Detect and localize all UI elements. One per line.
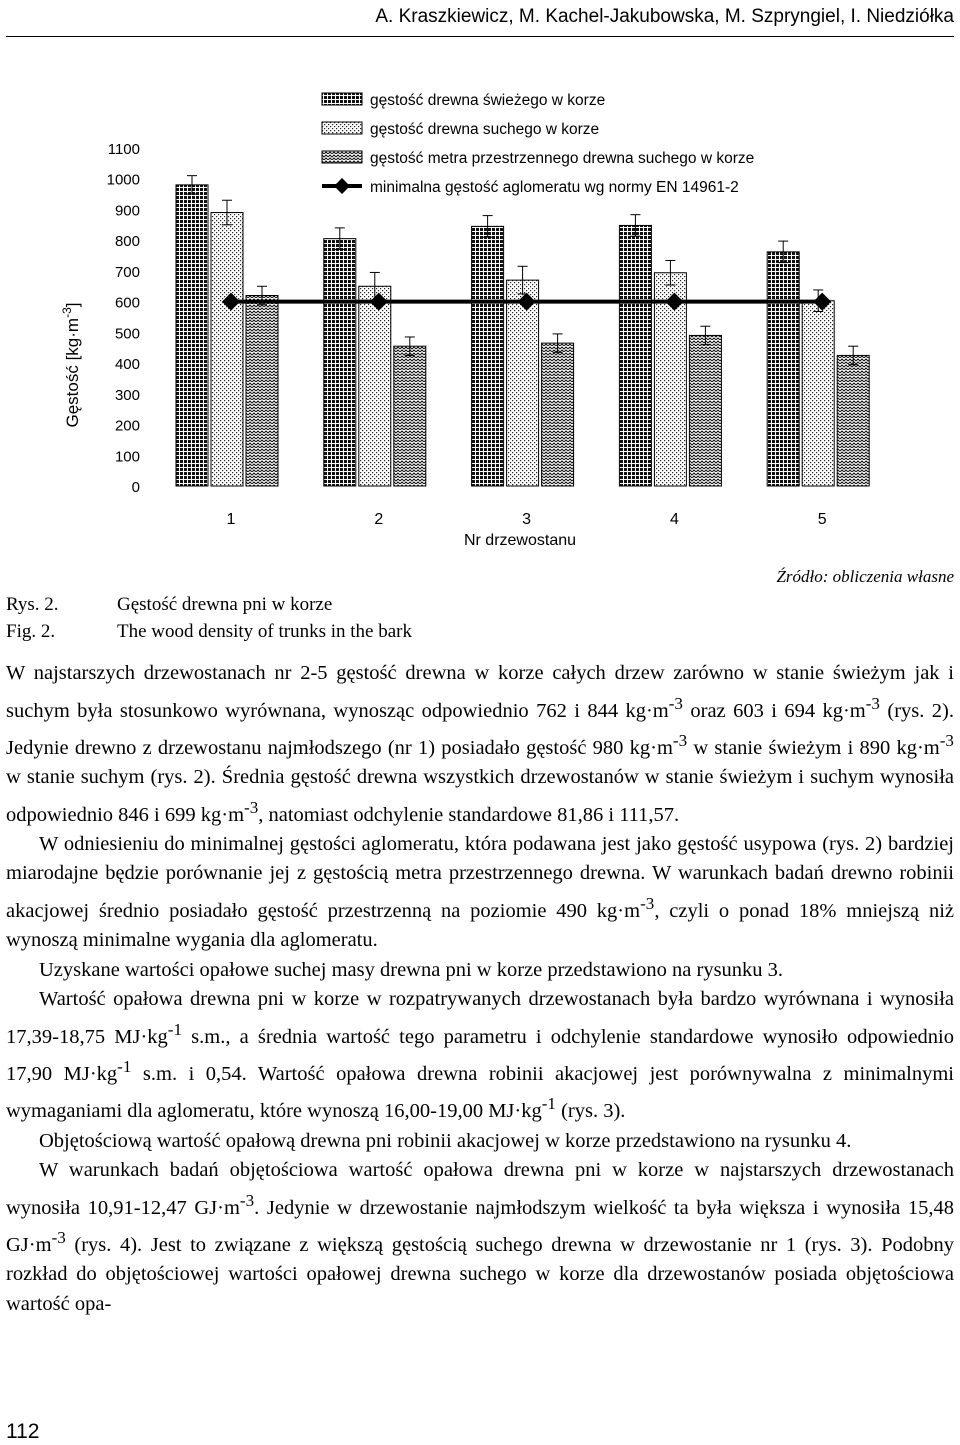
text-run: s.m., a średnia wartość tego parametru i odchylenie standardowe wynosiło odpowiednio 17,90 MJ·kg <box>6 1025 955 1085</box>
bar <box>689 335 721 486</box>
legend-diamond <box>334 178 350 194</box>
y-axis-label <box>60 303 82 428</box>
text-run: (rys. 2). Jedynie drewno z drzewostanu najmłodszego (nr 1) posiadało gęstość 980 kg·m <box>6 699 954 759</box>
text-run: , czyli o ponad 18% mniejszą niż wynoszą minimalne wygania dla aglomeratu. <box>6 899 954 952</box>
y-tick-label: 800 <box>114 233 140 251</box>
y-tick-label: 1000 <box>106 171 140 189</box>
legend-label: gęstość metra przestrzennego drewna suchego w korze <box>370 150 755 167</box>
header-rule <box>6 36 954 37</box>
paragraph-2 <box>6 830 954 956</box>
bar <box>507 280 539 486</box>
y-tick-label: 1100 <box>107 141 140 158</box>
y-tick-label: 100 <box>114 448 140 466</box>
superscript: -1 <box>167 1019 183 1039</box>
figure-source: Źródło: obliczenia własne <box>776 567 954 586</box>
bar <box>767 252 799 486</box>
y-tick-label: 200 <box>114 417 140 435</box>
bars <box>176 185 869 486</box>
bar <box>359 286 391 486</box>
bar <box>211 213 243 486</box>
text-run: W odniesieniu do minimalnej gęstości aglomeratu, która podawana jest jako gęstość usypowa (rys. 2) bardziej miarodajne będzie porównanie jej z gęstością metra przestrzennego drewna. W warunkach badań drewno robinii akacjowej średnio posiadało gęstość przestrzenną na poziomie 490 kg·m <box>6 832 954 922</box>
y-tick-label: 300 <box>114 386 140 404</box>
legend-swatch <box>322 93 362 105</box>
legend-label: gęstość drewna świeżego w korze <box>370 92 606 109</box>
y-tick-label: 700 <box>114 263 140 281</box>
bar <box>176 185 208 486</box>
legend-label: gęstość drewna suchego w korze <box>370 121 600 138</box>
superscript: -3 <box>672 730 688 750</box>
page-number: 112 <box>6 1420 40 1443</box>
superscript: -3 <box>51 1228 66 1248</box>
text-run: oraz 603 i 694 kg·m <box>682 699 866 722</box>
legend-swatch <box>322 151 362 163</box>
y-tick-label: 600 <box>114 294 140 312</box>
superscript: -3 <box>239 1190 255 1210</box>
text-run: , natomiast odchylenie standardowe 81,86 i 111,57. <box>258 803 680 826</box>
x-axis-label: Nr drzewostanu <box>463 532 577 549</box>
y-tick-label: 900 <box>114 202 140 220</box>
legend <box>322 92 754 196</box>
text-run: Wartość opałowa drewna pni w korze w rozpatrywanych drzewostanach była bardzo wyrównana i wynosiła 17,39-18,75 MJ·kg <box>6 988 954 1048</box>
bar <box>542 343 574 486</box>
text-run: W warunkach badań objętościowa wartość opałowa drewna pni w korze w najstarszych drzewostanach wynosiła 10,91-12,47 GJ·m <box>6 1159 954 1219</box>
density-bar-chart <box>0 40 960 560</box>
text-run: s.m. i 0,54. Wartość opałowa drewna robinii akacjowej jest porównywalna z minimalnymi wymaganiami dla aglomeratu, które wynoszą 16,00-19,00 MJ·kg <box>6 1062 954 1123</box>
x-tick-label: 4 <box>669 511 679 528</box>
paragraph-3: Uzyskane wartości opałowe suchej masy drewna pni w korze przedstawiono na rysunku 3. <box>39 958 784 981</box>
x-tick-label: 2 <box>374 511 384 528</box>
text-run: w stanie suchym (rys. 2). Średnia gęstość drewna wszystkich drzewostanów w stanie świeżym i suchym wynosiła odpowiednio 846 i 699 kg·m <box>6 766 954 826</box>
legend-swatch <box>322 122 362 134</box>
paragraph-6 <box>6 1156 954 1319</box>
norm-line <box>222 293 831 311</box>
superscript: -3 <box>640 893 655 913</box>
text-run: (rys. 3). <box>555 1100 626 1123</box>
x-tick-label: 5 <box>817 511 827 528</box>
text-run: W najstarszych drzewostanach nr 2-5 gęstość drewna w korze całych drzew zarówno w stanie świeżym jak i suchym była stosunkowo wyrównana, wynosząc odpowiednio 762 i 844 kg·m <box>6 662 954 722</box>
text-run: w stanie świeżym i 890 kg·m <box>687 736 940 759</box>
x-tick-label: 1 <box>226 511 236 528</box>
bar <box>394 346 426 486</box>
x-tick-labels <box>227 511 827 528</box>
bar <box>246 295 278 486</box>
paragraph-4 <box>6 985 954 1126</box>
figure-caption-pl: Gęstość drewna pni w korze <box>117 594 333 615</box>
bar <box>619 225 651 486</box>
y-tick-label: 400 <box>114 356 140 374</box>
x-tick-label: 3 <box>522 511 532 528</box>
bar <box>802 301 834 486</box>
superscript: -3 <box>939 730 954 750</box>
body-text <box>6 659 954 1319</box>
superscript: -3 <box>668 693 683 713</box>
paragraph-5: Objętościową wartość opałową drewna pni robinii akacjowej w korze przedstawiono na rysunku 4. <box>39 1129 852 1152</box>
bar <box>324 239 356 486</box>
running-header: A. Kraszkiewicz, M. Kachel-Jakubowska, M. Szpryngiel, I. Niedziółka <box>375 6 954 27</box>
svg-text:Gęstość [kg·m-3] <box>60 303 82 428</box>
y-tick-label: 500 <box>114 325 140 343</box>
y-tick-label: 0 <box>131 479 140 496</box>
superscript: -3 <box>244 797 259 817</box>
text-run: . Jedynie w drzewostanie najmłodszym wielkość ta była większa i wynosiła 15,48 GJ·m <box>6 1196 954 1256</box>
text-run: (rys. 4). Jest to związane z większą gęstością suchego drewna w drzewostanie nr 1 (rys. 3). Podobny rozkład do objętościowej wartości opałowej drewna suchego w korze dla drzewostanów posiada objętościowa wartość opa- <box>6 1233 954 1315</box>
figure-caption-en: The wood density of trunks in the bark <box>117 621 412 642</box>
y-axis-label-end: ] <box>63 302 82 308</box>
bar <box>837 355 869 486</box>
y-axis-label-text: Gęstość [kg·m <box>63 317 82 428</box>
figure-label-fig: Fig. 2. <box>6 621 56 642</box>
bar <box>472 226 504 486</box>
paragraph-1 <box>6 659 954 830</box>
superscript: -1 <box>541 1094 556 1114</box>
y-tick-labels <box>107 141 140 496</box>
superscript: -3 <box>865 693 880 713</box>
figure-label-rys: Rys. 2. <box>6 594 59 615</box>
y-axis-label-sup: -3 <box>60 307 74 318</box>
legend-label: minimalna gęstość aglomeratu wg normy EN 14961-2 <box>370 179 739 196</box>
superscript: -1 <box>117 1057 132 1077</box>
